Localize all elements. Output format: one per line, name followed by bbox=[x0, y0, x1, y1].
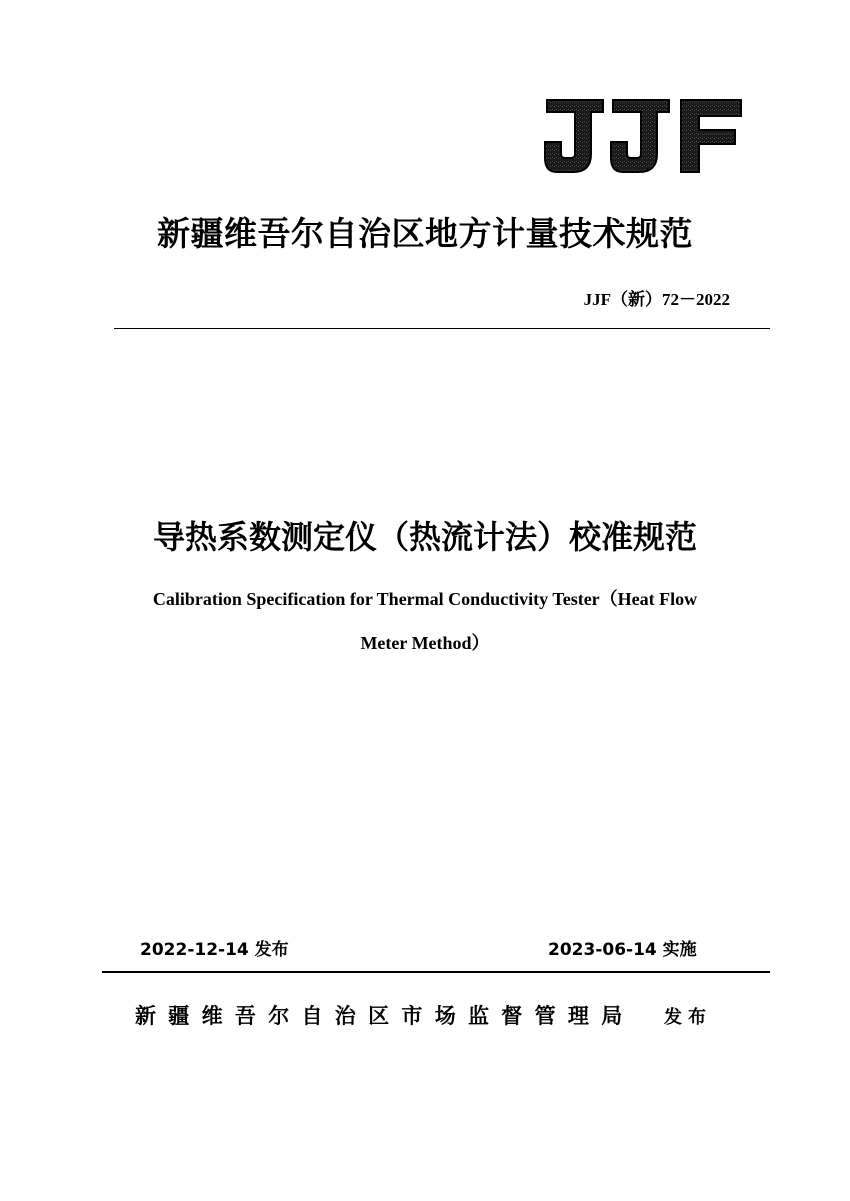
series-title: 新疆维吾尔自治区地方计量技术规范 bbox=[157, 214, 693, 253]
issue-date: 2022-12-14 发布 bbox=[140, 940, 289, 960]
document-title-en-line1: Calibration Specification for Thermal Conductivity Tester（Heat Flow bbox=[152, 589, 698, 609]
document-title-zh: 导热系数测定仪（热流计法）校准规范 bbox=[152, 518, 697, 556]
publisher-suffix: 发布 bbox=[664, 1007, 712, 1028]
publisher-name: 新疆维吾尔自治区市场监督管理局 bbox=[135, 1004, 635, 1028]
implementation-date: 2023-06-14 实施 bbox=[548, 940, 697, 960]
footer-divider bbox=[102, 971, 770, 973]
document-title-en bbox=[60, 577, 790, 665]
document-number: JJF（新）72－2022 bbox=[583, 290, 730, 309]
header-divider bbox=[114, 328, 770, 329]
jjf-logo bbox=[543, 96, 743, 176]
document-title-en-line2: Meter Method） bbox=[360, 633, 490, 653]
